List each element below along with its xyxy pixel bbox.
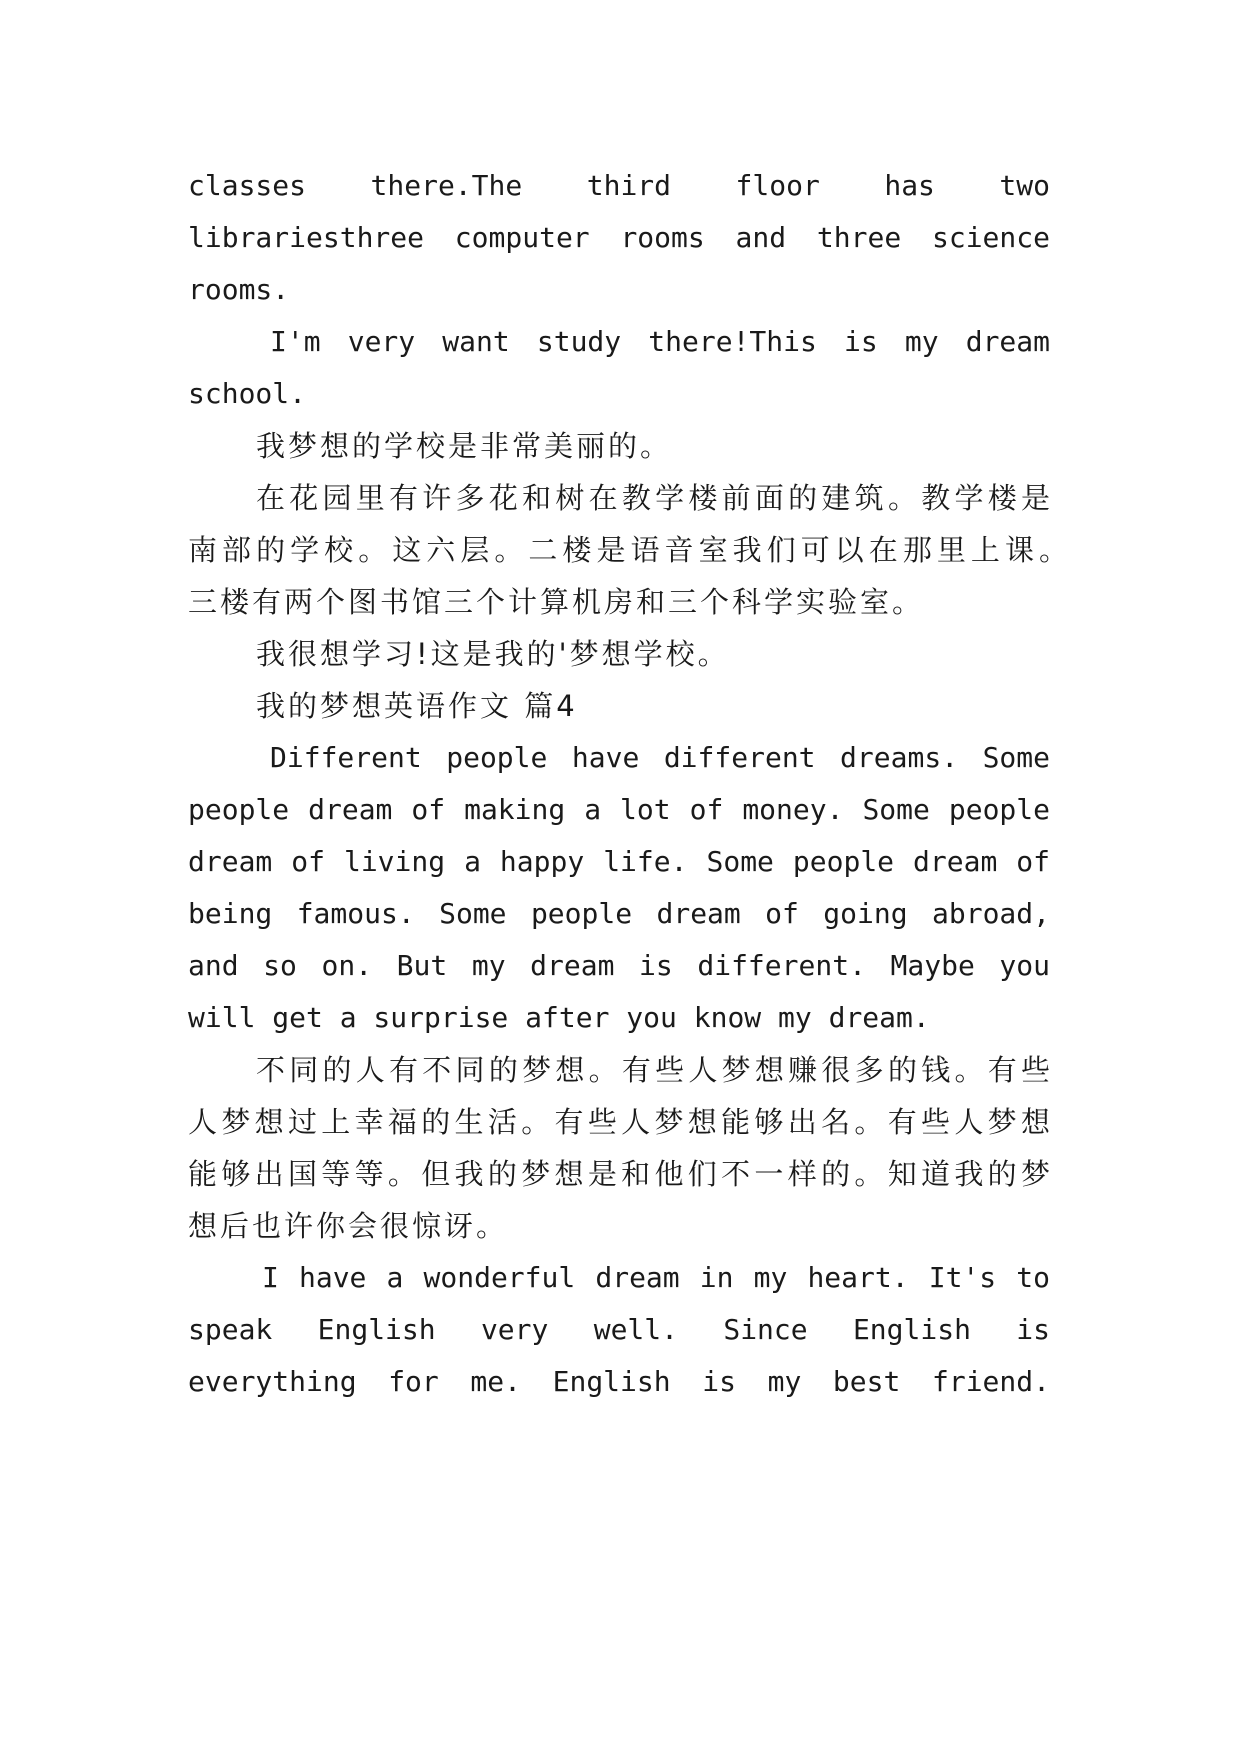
text-line: speak English very well. Since English is — [188, 1313, 1050, 1346]
text-line: 三楼有两个图书馆三个计算机房和三个科学实验室。 — [188, 585, 925, 619]
text-line: librariesthree computer rooms and three science — [188, 221, 1050, 254]
text-line: being famous. Some people dream of going abroad, — [188, 897, 1050, 930]
text-line: I have a wonderful dream in my heart. It's to — [262, 1261, 1050, 1294]
text-line: will get a surprise after you know my dream. — [188, 1001, 930, 1034]
text-line: school. — [188, 377, 307, 410]
text-line: 想后也许你会很惊讶。 — [188, 1209, 509, 1243]
text-line: I'm very want study there!This is my dream — [270, 325, 1050, 358]
text-line: 我的梦想英语作文 篇4 — [256, 689, 578, 723]
text-line: 不同的人有不同的梦想。有些人梦想赚很多的钱。有些 — [256, 1053, 1050, 1087]
text-line: everything for me. English is my best friend. — [188, 1365, 1050, 1398]
text-line: dream of living a happy life. Some people dream of — [188, 845, 1050, 878]
text-line: 能够出国等等。但我的梦想是和他们不一样的。知道我的梦 — [188, 1157, 1050, 1191]
text-line: 我很想学习!这是我的'梦想学校。 — [256, 637, 730, 671]
text-line: Different people have different dreams. Some — [270, 741, 1050, 774]
text-line: 人梦想过上幸福的生活。有些人梦想能够出名。有些人梦想 — [188, 1105, 1050, 1139]
text-line: classes there.The third floor has two — [188, 169, 1050, 202]
text-line: 南部的学校。这六层。二楼是语音室我们可以在那里上课。 — [188, 533, 1068, 567]
text-line: and so on. But my dream is different. Maybe you — [188, 949, 1050, 982]
text-line: rooms. — [188, 273, 290, 306]
text-line: people dream of making a lot of money. Some people — [188, 793, 1050, 826]
text-line: 在花园里有许多花和树在教学楼前面的建筑。教学楼是 — [256, 481, 1050, 515]
text-line: 我梦想的学校是非常美丽的。 — [256, 429, 673, 463]
